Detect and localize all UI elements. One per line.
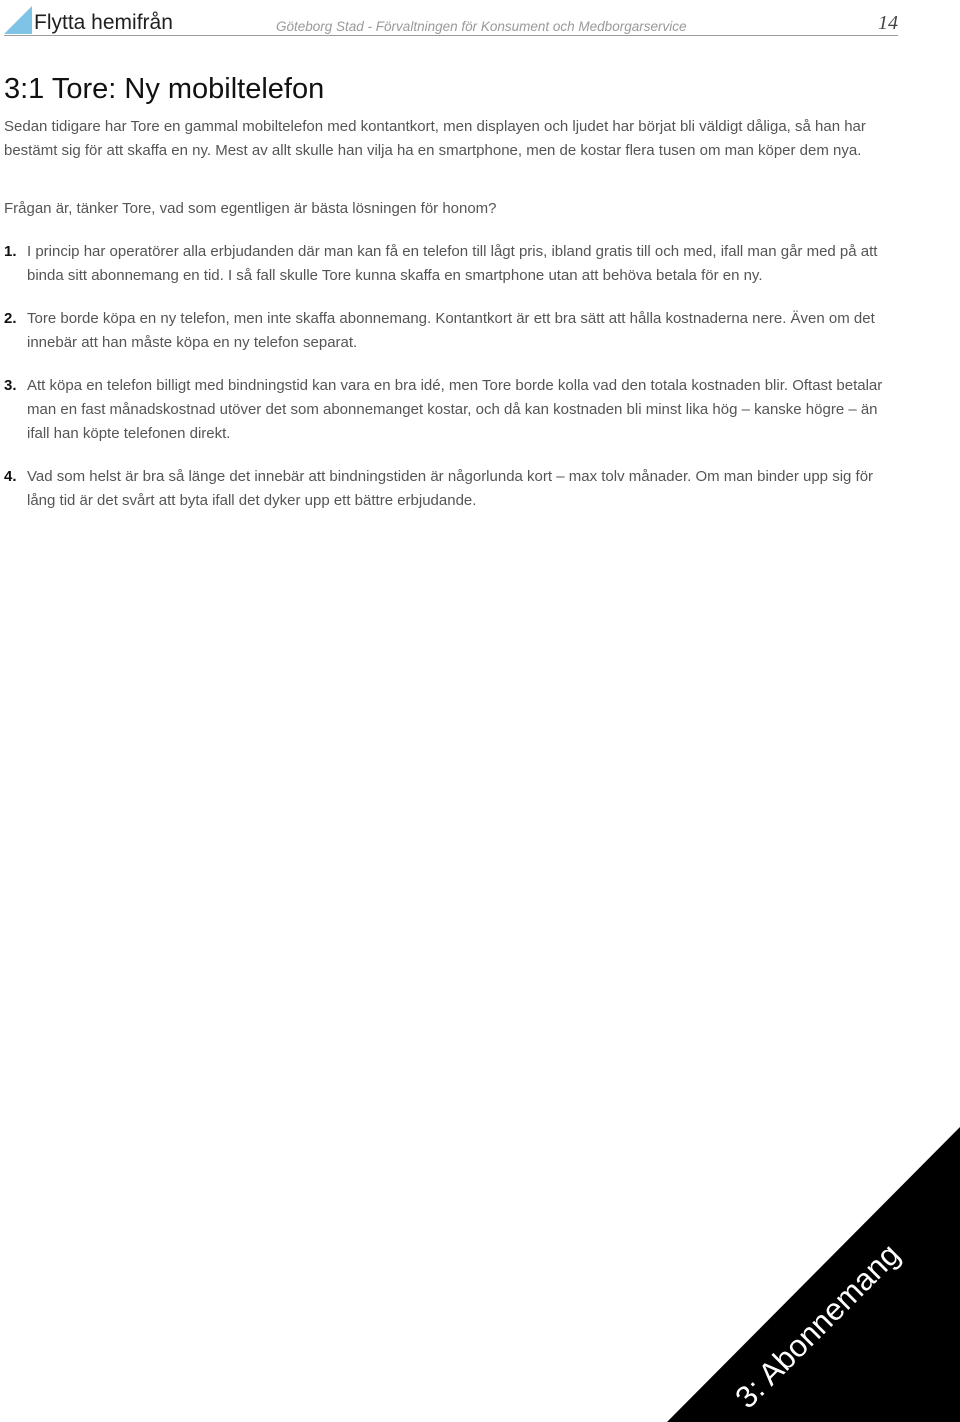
page-header <box>0 0 960 40</box>
options-list <box>4 240 904 532</box>
option-number: 1. <box>4 243 17 260</box>
page-number: 14 <box>878 12 898 34</box>
organization-name: Göteborg Stad - Förvaltningen för Konsument och Medborgarservice <box>276 19 687 34</box>
chapter-tab-label: 3: Abonnemang <box>728 1236 907 1416</box>
option-item <box>4 465 904 513</box>
section-title: 3:1 Tore: Ny mobiltelefon <box>4 73 325 105</box>
option-number: 4. <box>4 468 17 485</box>
option-item <box>4 307 904 355</box>
option-text: I princip har operatörer alla erbjudanden där man kan få en telefon till lågt pris, ibland gratis till och med, ifall man går med på att binda sitt abonnemang en tid. I så fall skulle Tore kunna skaffa en smartphone utan att behöva betala för en ny. <box>27 243 878 284</box>
question-paragraph: Frågan är, tänker Tore, vad som egentligen är bästa lösningen för honom? <box>4 200 497 217</box>
option-text: Vad som helst är bra så länge det innebär att bindningstiden är någorlunda kort – max tolv månader. Om man binder upp sig för lång tid är det svårt att byta ifall det dyker upp ett bättre erbjudande. <box>27 468 874 509</box>
intro-paragraph: Sedan tidigare har Tore en gammal mobiltelefon med kontantkort, men displayen och ljudet har börjat bli väldigt dåliga, så han har bestämt sig för att skaffa en ny. Mest av allt skulle han vilja ha en smartphone, men de kostar flera tusen om man köper dem nya. <box>4 118 866 159</box>
option-item <box>4 240 904 288</box>
option-text: Att köpa en telefon billigt med bindningstid kan vara en bra idé, men Tore borde kolla vad den totala kostnaden blir. Oftast betalar man en fast månadskostnad utöver det som abonnemanget kostar, och då kan kostnaden bli minst lika hög – kanske högre – än ifall han köpte telefonen direkt. <box>27 377 883 442</box>
document-title: Flytta hemifrån <box>34 11 173 34</box>
chapter-corner-tab <box>667 1127 960 1422</box>
header-divider <box>4 35 898 36</box>
option-number: 3. <box>4 377 17 394</box>
option-number: 2. <box>4 310 17 327</box>
triangle-logo-icon <box>4 6 32 34</box>
option-item <box>4 374 904 446</box>
option-text: Tore borde köpa en ny telefon, men inte skaffa abonnemang. Kontantkort är ett bra sätt att hålla kostnaderna nere. Även om det innebär att han måste köpa en ny telefon separat. <box>27 310 875 351</box>
